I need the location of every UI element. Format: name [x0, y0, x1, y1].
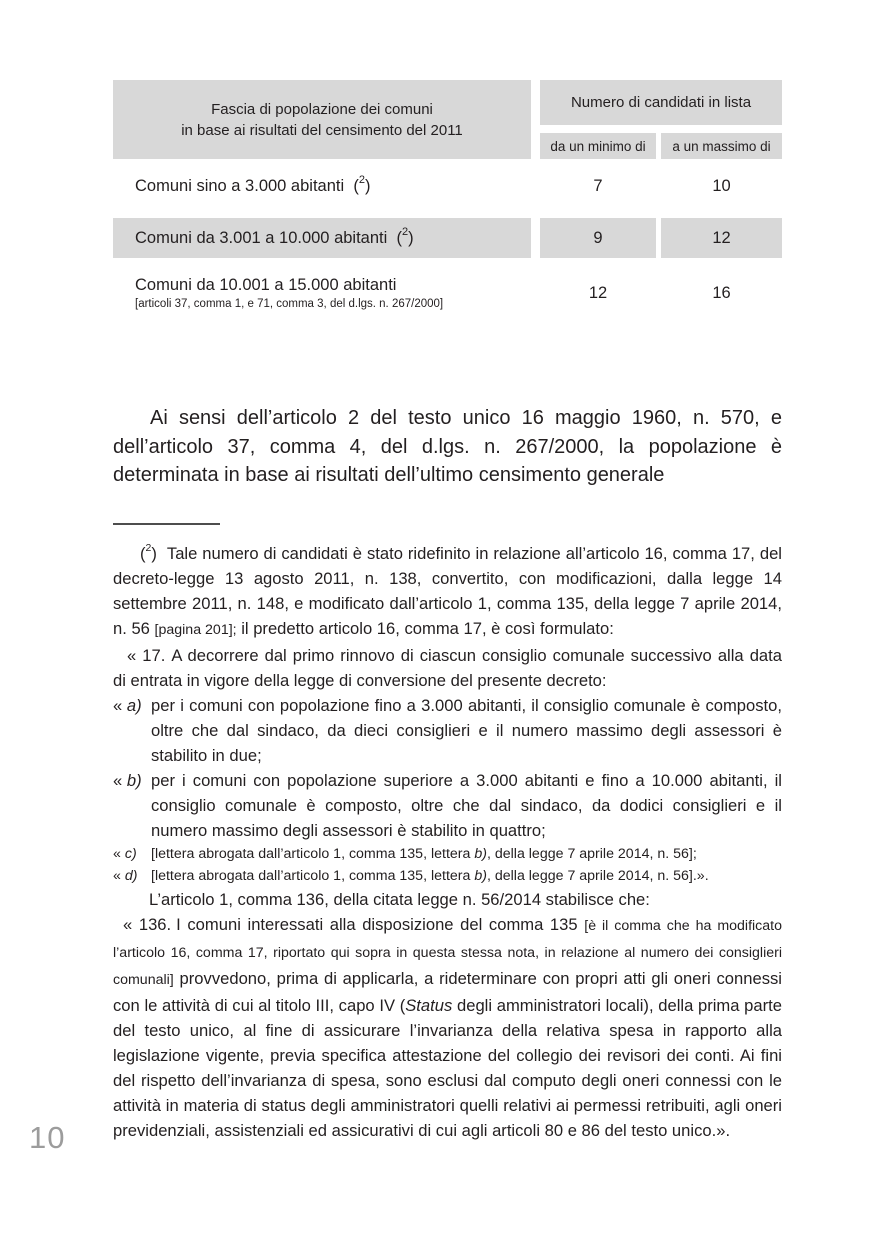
footnote-ref-mark: ($^2$) [353, 174, 371, 195]
quote-136-marker: « 136. [123, 915, 172, 934]
table-subheader-max: a un massimo di [661, 133, 782, 159]
row-label [113, 160, 531, 212]
row-label-text: Comuni da 3.001 a 10.000 abitanti ($^2$) [135, 226, 414, 247]
row-label-text: Comuni sino a 3.000 abitanti ($^2$) [135, 174, 371, 195]
footnote-ref-mark: ($^2$) [140, 542, 157, 563]
row-label [113, 218, 531, 258]
item-d-marker: « d) [113, 868, 138, 884]
table-row [113, 264, 782, 322]
row-label [113, 264, 531, 322]
table-row [113, 218, 782, 258]
footnote-quote-17: « 17. A decorrere dal primo rinnovo di ciascun consiglio comunale successivo alla data di entrata in vigore della legge di conversione del presente decreto: [113, 646, 782, 690]
table-header [113, 80, 782, 159]
cell-min: 12 [588, 283, 608, 302]
cell-min: 7 [593, 176, 603, 195]
table-header-candidates-group [540, 80, 782, 159]
footnote-ref-mark: ($^2$) [396, 226, 414, 247]
quote-136-editorial-note: [è il comma che ha modificato l’articolo 16, comma 17, riportato qui sopra in questa stessa nota, in relazione al numero dei consiglieri comunali] [113, 918, 782, 988]
footnote-item-c [113, 843, 782, 865]
footnote-section [113, 541, 782, 1143]
item-b-marker: « b) [113, 771, 142, 790]
item-a-marker: « a) [113, 696, 142, 715]
table-subheader-min: da un minimo di [540, 133, 656, 159]
footnote-item-b [113, 768, 782, 843]
cell-max: 12 [661, 218, 782, 258]
table-header-population-line2: in base ai risultati del censimento del 2011 [181, 121, 463, 139]
footnote-item-d [113, 865, 782, 887]
row-label-text: Comuni da 10.001 a 15.000 abitanti [135, 275, 397, 294]
item-c-marker: « c) [113, 846, 137, 862]
item-a-text: per i comuni con popolazione fino a 3.000 abitanti, il consiglio comunale è composto, oltre che dal sindaco, da dieci consiglieri e il numero massimo degli assessori è stabilito in due; [151, 696, 782, 765]
cell-max: 10 [712, 176, 731, 195]
cell-min: 9 [540, 218, 656, 258]
table-header-population-line1: Fascia di popolazione dei comuni [211, 100, 433, 118]
table-header-candidates: Numero di candidati in lista [540, 80, 782, 125]
item-b-text: per i comuni con popolazione superiore a 3.000 abitanti e fino a 10.000 abitanti, il consiglio comunale è composto, oltre che dal sindaco, da dodici consiglieri e il numero massimo degli assessori è stabilito in quattro; [151, 771, 782, 840]
page-number: 10 [29, 1120, 66, 1155]
quote-17-marker: « 17. [127, 646, 166, 665]
candidates-table [113, 80, 782, 322]
table-subheaders [540, 133, 782, 159]
cell-max: 16 [712, 283, 731, 302]
footnote-item-a [113, 693, 782, 768]
footnote-intro: ($^2$) Tale numero di candidati è stato ridefinito in relazione all’articolo 16, comma 17, del decreto-legge 13 agosto 2011, n. 138, convertito, con modificazioni, dalla legge 14 settembre 2011, n. 148, e modificato dall’articolo 1, comma 135, della legge 7 aprile 2014, n. 56 [pagina 201]; il predetto articolo 16, comma 17, è così formulato: [113, 542, 782, 638]
footnote-art136-intro: L’articolo 1, comma 136, della citata legge n. 56/2014 stabilisce che: [149, 890, 650, 909]
table-row [113, 160, 782, 212]
table-header-population [113, 80, 531, 159]
item-c-text: [lettera abrogata dall’articolo 1, comma 135, lettera b), della legge 7 aprile 2014, n. 56]; [151, 846, 697, 862]
item-d-text: [lettera abrogata dall’articolo 1, comma 135, lettera b), della legge 7 aprile 2014, n. 56].». [151, 868, 709, 884]
footnote-divider [113, 523, 220, 525]
footnote-page-ref: [pagina 201]; [154, 622, 237, 638]
footnote-quote-136: « 136. I comuni interessati alla disposizione del comma 135 [è il comma che ha modificato l’articolo 16, comma 17, riportato qui sopra in questa stessa nota, in relazione al numero dei consiglieri comunali] provvedono, prima di applicarla, a rideterminare con propri atti gli oneri connessi con le attività di cui al titolo III, capo IV (Status degli amministratori locali), della prima parte del testo unico, al fine di assicurare l’invarianza della relativa spesa in rapporto alla legislazione vigente, previa specifica attestazione del collegio dei revisori dei conti. Ai fini del rispetto dell’invarianza di spesa, sono esclusi dal computo degli oneri connessi con le attività in materia di status degli amministratori quelli relativi ai permessi retribuiti, agli oneri previdenziali, assistenziali ed assicurativi di cui agli articoli 80 e 86 del testo unico.». [113, 915, 782, 1140]
body-paragraph: Ai sensi dell’articolo 2 del testo unico 16 maggio 1960, n. 570, e dell’articolo 37, comma 4, del d.lgs. n. 267/2000, la popolazione è determinata in base ai risultati dell’ultimo censimento generale [113, 407, 782, 486]
row-note: [articoli 37, comma 1, e 71, comma 3, del d.lgs. n. 267/2000] [135, 297, 444, 310]
